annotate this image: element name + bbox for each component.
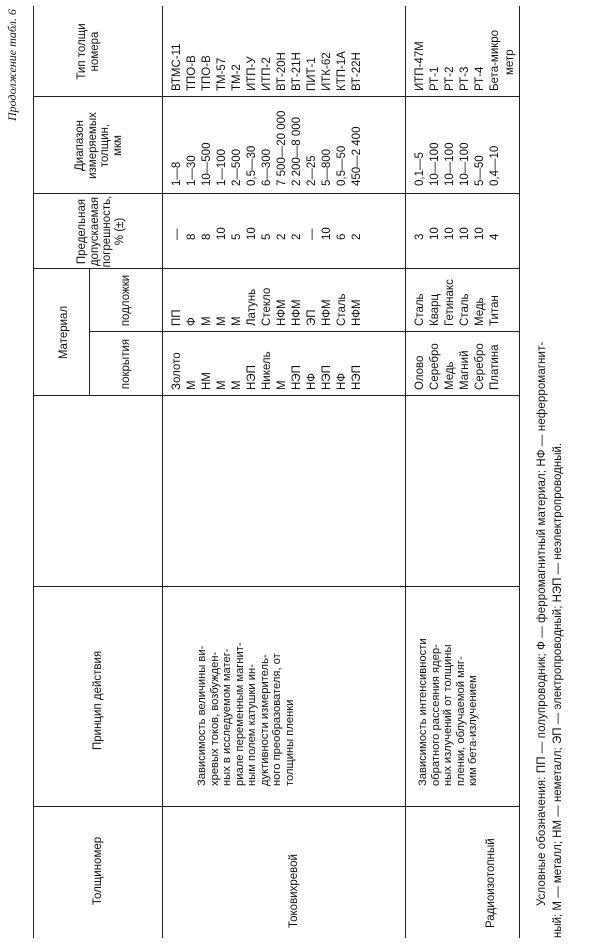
principle-line: Зависимость величины ви- xyxy=(196,645,208,786)
table-cell: ИТК-62 xyxy=(321,52,333,91)
table-cell: РТ-3 xyxy=(459,66,471,91)
header-material: Материал xyxy=(58,305,70,360)
principle-line: ных в исследуемом матег- xyxy=(221,648,233,786)
table-cell: 2 200—8 000 xyxy=(291,116,303,186)
table-cell: 10—500 xyxy=(201,142,213,186)
table-cell: НФМ xyxy=(276,299,288,326)
table-cell: ИТП-47М xyxy=(414,41,426,91)
table-cell: Ф xyxy=(186,317,198,326)
device-name: Радиоизотопный xyxy=(485,838,497,928)
table-cell: 7 500—20 000 xyxy=(276,110,288,186)
table-cell: 10—100 xyxy=(429,142,441,186)
table-cell: 5 xyxy=(231,233,243,240)
coating-column xyxy=(170,351,365,390)
table-cell: КТП-1А xyxy=(336,51,348,91)
table-cell: 0,5—30 xyxy=(246,145,258,186)
table-cell: Никель xyxy=(261,351,273,390)
table-cell: Медь xyxy=(444,361,456,390)
table-cell: ТМ-2 xyxy=(231,64,243,91)
table-cell: ВТ-20Н xyxy=(276,52,288,91)
header-bottom-rule xyxy=(162,6,163,938)
principle-line: толщины пленки xyxy=(283,699,296,786)
col-divider-material xyxy=(33,395,519,396)
table-cell: М xyxy=(276,380,288,390)
principle-line: ким бета-излучением xyxy=(467,675,479,786)
table-cell: 2—500 xyxy=(231,148,243,186)
table-cell: 2—25 xyxy=(306,155,318,186)
legend-note-line: Условные обозначения: ПП — полупроводник; Ф — ферромагнитный материал; НФ — неферромагнит- xyxy=(536,341,548,906)
table-cell: 6—300 xyxy=(261,148,273,186)
table-cell: Сталь xyxy=(336,293,348,326)
table-cell: НМ xyxy=(201,372,213,390)
table-cell: М xyxy=(186,380,198,390)
table-cell: 3 xyxy=(414,233,426,240)
table-top-rule xyxy=(33,6,34,938)
table-cell: 10 xyxy=(444,227,456,240)
table-cell: НФМ xyxy=(321,299,333,326)
table-cell: Магний xyxy=(459,350,471,390)
table-cell: 1—8 xyxy=(171,161,183,186)
header-range xyxy=(74,97,124,194)
table-cell: 10 xyxy=(429,227,441,240)
table-cell: Медь xyxy=(474,297,486,326)
table-cell: РТ-2 xyxy=(444,66,456,91)
header-error-line: допускаемая xyxy=(88,196,101,267)
table-cell: М xyxy=(201,316,213,326)
header-principle: Принцип действия xyxy=(92,650,104,750)
table-cell: 450—2 400 xyxy=(351,126,363,186)
table-cell: 0,1—5 xyxy=(414,152,426,186)
header-type xyxy=(76,6,101,97)
table-cell: М xyxy=(216,316,228,326)
table-cell: — xyxy=(306,228,318,240)
table-cell: НЭП xyxy=(246,365,258,390)
principle-line: пленки, облучаемой мяг- xyxy=(454,656,467,786)
table-cell: М xyxy=(231,380,243,390)
table-cell: 6 xyxy=(336,233,348,240)
header-coating: покрытия xyxy=(120,338,132,390)
table-cell: ПП xyxy=(171,309,183,326)
principle-line: дуктивности измеритель- xyxy=(258,654,271,786)
table-cell: ТМ-57 xyxy=(216,57,228,91)
header-range-line: Диапазон xyxy=(74,120,86,171)
table-cell: НФМ xyxy=(291,299,303,326)
table-cell: 10—100 xyxy=(459,142,471,186)
table-cell: 1—30 xyxy=(186,155,198,186)
error-column xyxy=(170,227,365,240)
table-cell: НФ xyxy=(306,372,318,390)
table-cell: Бета-микро xyxy=(489,29,501,91)
table-cell: ТПО-В xyxy=(186,55,198,91)
table-cell: 10 xyxy=(216,227,228,240)
table-cell: Стекло xyxy=(261,287,273,326)
group-separator-rule xyxy=(405,6,406,938)
table-cell: ВТ-22Н xyxy=(351,52,363,91)
header-range-line: мкм xyxy=(111,135,124,156)
table-cell: Сталь xyxy=(414,293,426,326)
table-cell: 8 xyxy=(186,233,198,240)
type-column xyxy=(170,43,365,91)
table-cell: Золото xyxy=(171,352,183,390)
table-cell: Сталь xyxy=(459,293,471,326)
table-cell: 4 xyxy=(489,233,501,240)
table-cell: 10 xyxy=(474,227,486,240)
table-cell: РТ-4 xyxy=(474,66,486,91)
col-divider-principle xyxy=(33,586,519,587)
type-column xyxy=(413,30,518,91)
table-cell: — xyxy=(171,228,183,240)
principle-line: ного преобразователя, от xyxy=(271,653,283,786)
table-cell: 8 xyxy=(201,233,213,240)
device-name: Токовихревой xyxy=(288,854,300,928)
table-cell: НФ xyxy=(336,372,348,390)
table-cell: 0,5—50 xyxy=(336,145,348,186)
principle-line: ным полем катушки ин- xyxy=(246,664,258,786)
table-cell: Серебро xyxy=(429,343,441,390)
header-type-line: номера xyxy=(88,31,101,72)
col-divider-device xyxy=(33,806,519,807)
principle-line: риале переменным магнит- xyxy=(233,642,246,786)
table-cell: 2 xyxy=(351,233,363,240)
table-cell: 2 xyxy=(291,233,303,240)
header-error-line: % (±) xyxy=(113,217,126,246)
table-cell: 10 xyxy=(459,227,471,240)
table-cell: 5—800 xyxy=(321,148,333,186)
table-cell: ВТМС-11 xyxy=(171,43,183,91)
substrate-column xyxy=(170,288,365,326)
table-cell: ИТП-2 xyxy=(261,57,273,91)
table-cell: 5—50 xyxy=(474,155,486,186)
table-cell: М xyxy=(231,316,243,326)
table-cell: ИТП-У xyxy=(246,56,258,91)
table-cell: Платина xyxy=(489,344,501,390)
header-error-line: Предельная xyxy=(76,198,88,265)
header-type-line: Тип толщи xyxy=(76,23,88,80)
table-cell: РТ-1 xyxy=(429,66,441,91)
table-cell: Серебро xyxy=(474,343,486,390)
table-cell: ЭП xyxy=(306,309,318,326)
table-cell: 0,4—10 xyxy=(489,145,501,186)
table-cell: 10 xyxy=(321,227,333,240)
table-caption: Продолжение табл. 6 xyxy=(5,9,19,121)
material-subheader-rule xyxy=(89,269,90,396)
substrate-column xyxy=(413,279,503,326)
header-device: Толщиномер xyxy=(92,836,104,906)
table-cell: 5 xyxy=(261,233,273,240)
table-cell: НФМ xyxy=(351,299,363,326)
header-range-line: измеряемых xyxy=(86,112,99,179)
table-cell: НЭП xyxy=(321,365,333,390)
header-error xyxy=(76,194,126,269)
table-cell: ТПО-В xyxy=(201,55,213,91)
table-cell: 10—100 xyxy=(444,142,456,186)
error-column xyxy=(413,227,503,240)
table-cell: НЭП xyxy=(351,365,363,390)
table-cell: Олово xyxy=(414,355,426,390)
principle-line: ных излучений от толщины xyxy=(442,644,454,786)
principle-line: хревых токов, возбужден- xyxy=(208,651,221,786)
table-cell: 2 xyxy=(276,233,288,240)
table-cell: 1—100 xyxy=(216,148,228,186)
header-error-line: погрешность, xyxy=(101,195,113,268)
table-cell: метр xyxy=(504,49,516,75)
range-column xyxy=(413,143,503,186)
table-cell: 10 xyxy=(246,227,258,240)
table-cell: ПИТ-1 xyxy=(306,57,318,91)
col-divider-coating xyxy=(89,331,519,332)
legend-note-line: ный; М — металл; НМ — неметалл; ЭП — электропроводный; НЭП — неэлектропроводный. xyxy=(552,442,564,938)
table-cell: Гетинакс xyxy=(444,279,456,326)
range-column xyxy=(170,111,365,186)
table-cell: ВТ-21Н xyxy=(291,52,303,91)
table-cell: Титан xyxy=(489,295,501,326)
header-range-line: толщин, xyxy=(99,123,111,168)
table-cell: Латунь xyxy=(246,288,258,326)
header-substrate: подложки xyxy=(120,274,132,327)
coating-column xyxy=(413,343,503,390)
table-cell: НЭП xyxy=(291,365,303,390)
principle-line: обратного рассеяния ядер- xyxy=(429,644,442,786)
table-cell: М xyxy=(216,380,228,390)
table-cell: Кварц xyxy=(429,293,441,326)
table-bottom-rule xyxy=(519,6,520,938)
principle-line: Зависимость интенсивности xyxy=(417,638,429,786)
